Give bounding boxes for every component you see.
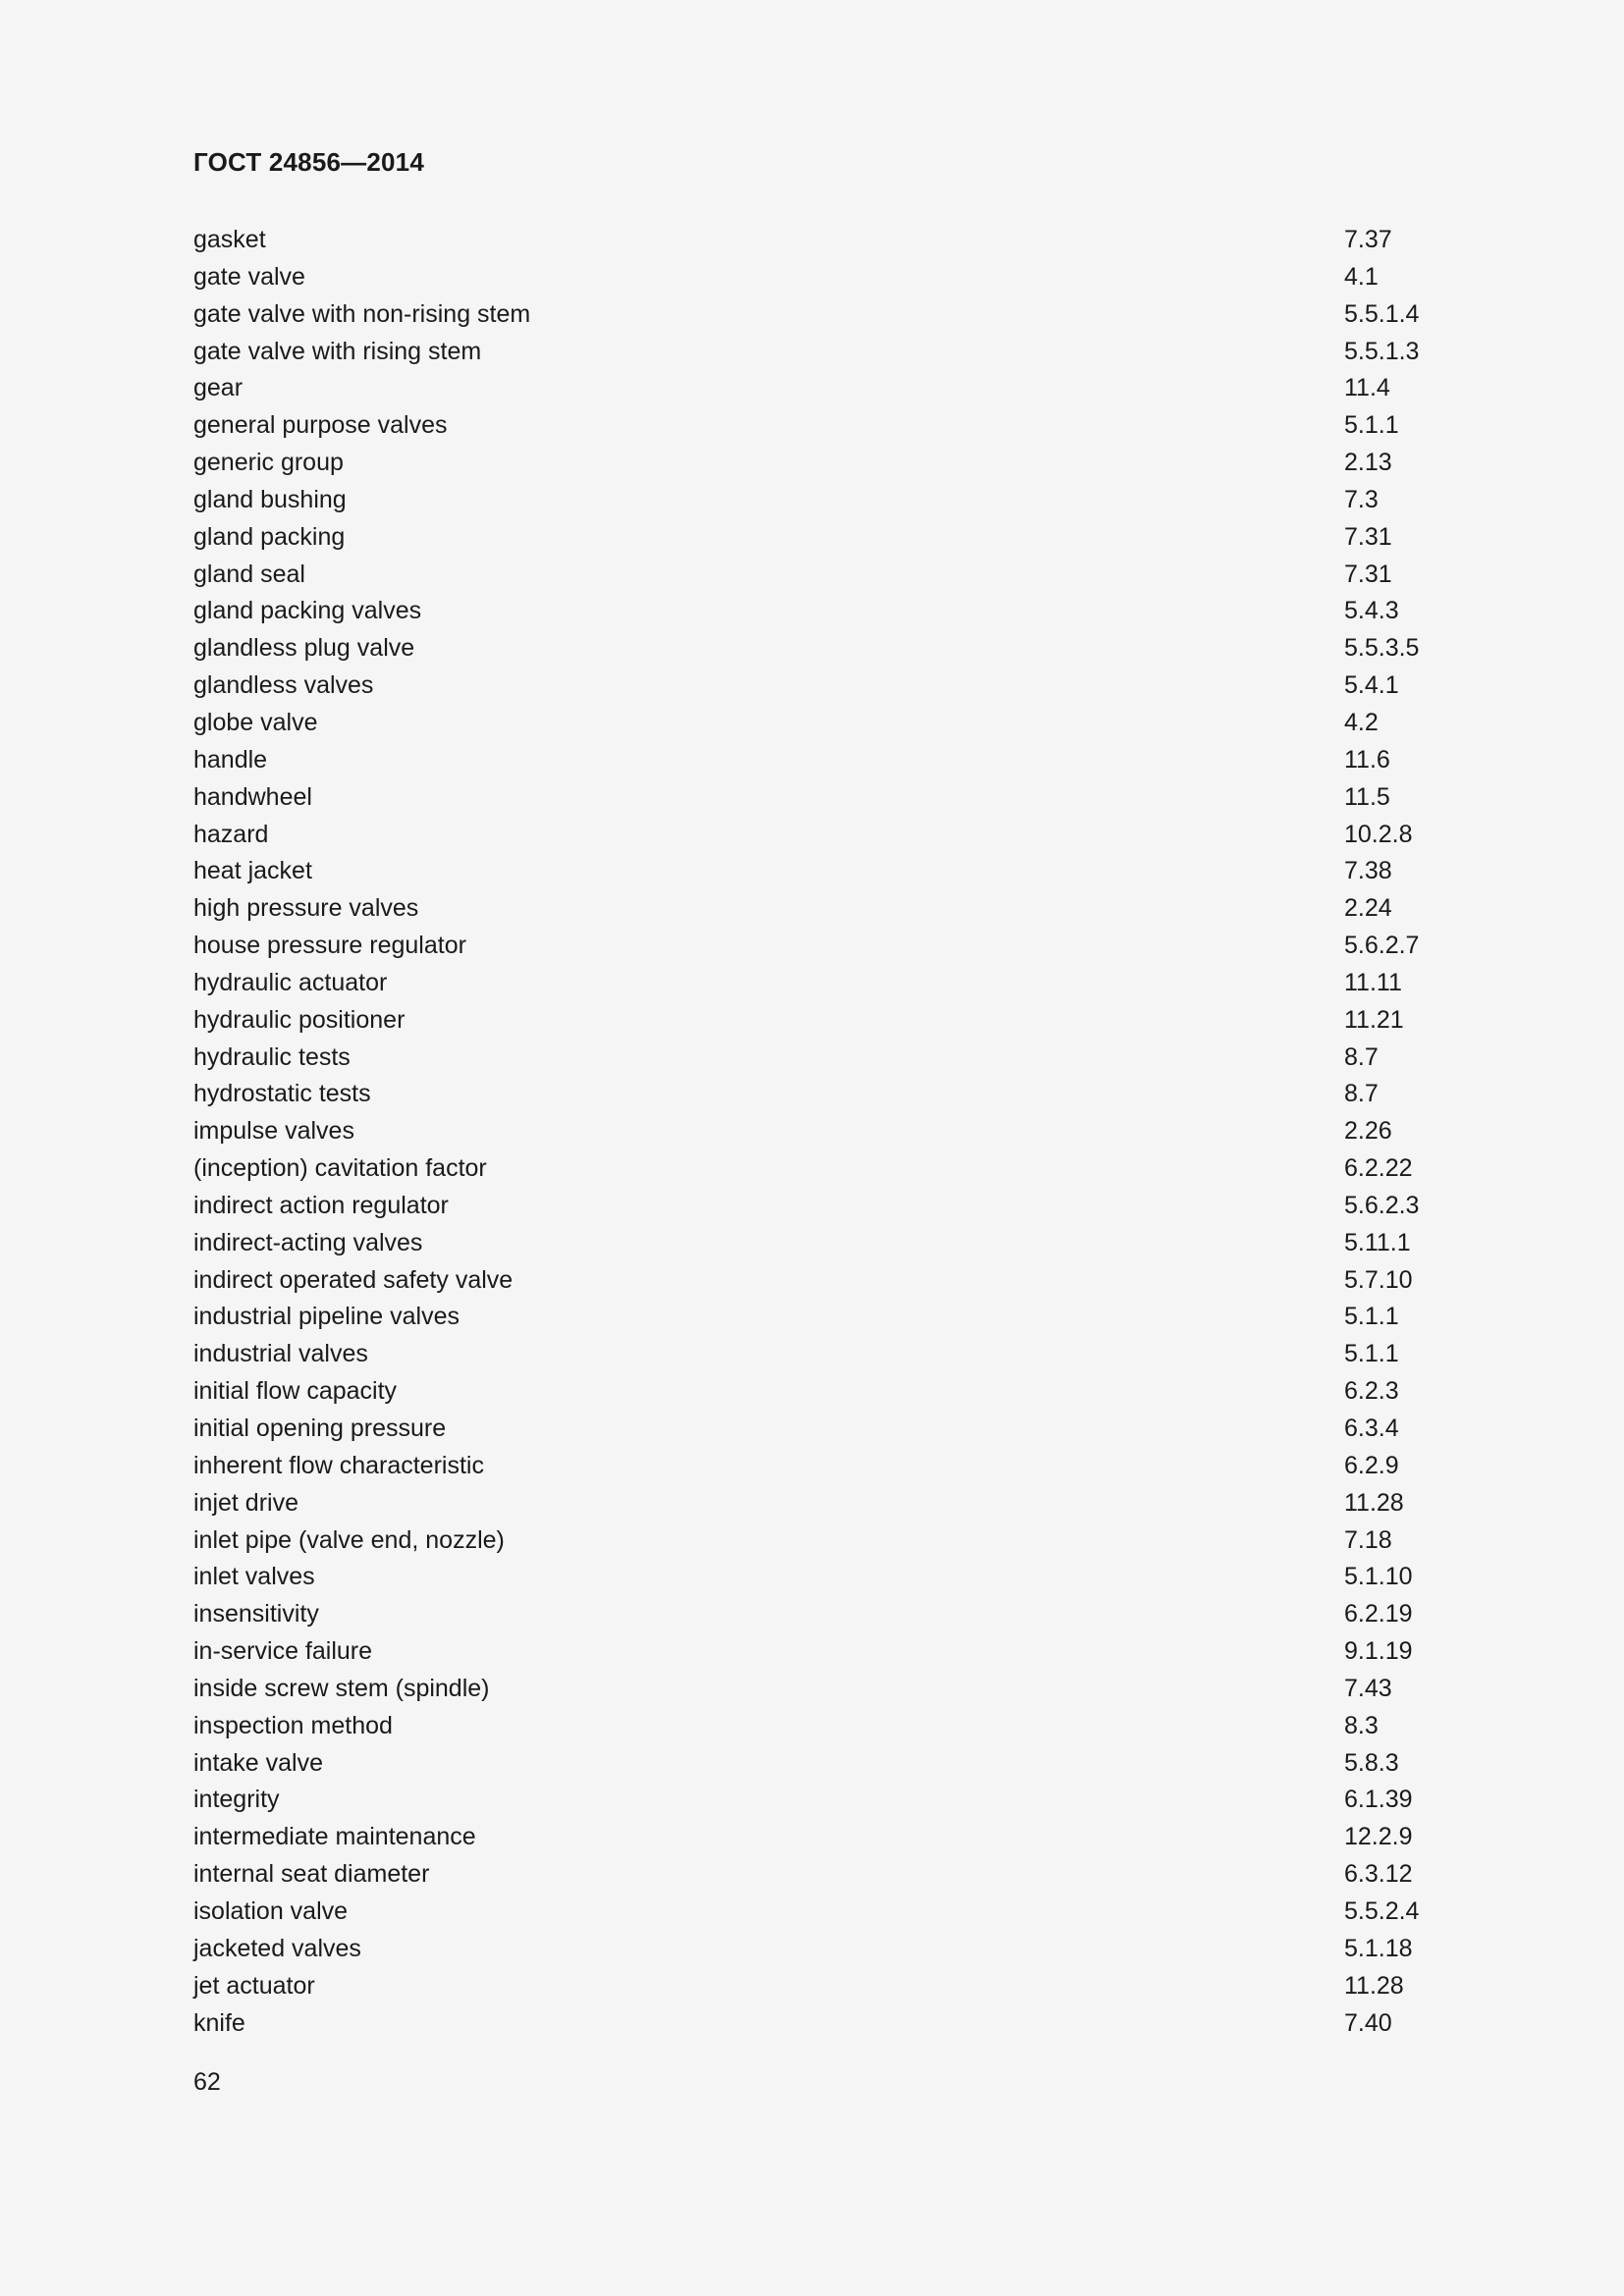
index-entry xyxy=(193,1113,1431,1150)
index-term: gate valve with non-rising stem xyxy=(193,299,531,328)
index-reference: 8.7 xyxy=(1344,1042,1379,1071)
index-reference: 7.31 xyxy=(1344,560,1392,588)
index-reference: 5.4.1 xyxy=(1344,671,1399,700)
index-reference: 5.1.10 xyxy=(1344,1563,1413,1591)
index-reference: 6.3.4 xyxy=(1344,1415,1399,1442)
index-entry xyxy=(193,1522,1431,1560)
index-entry xyxy=(193,222,1431,259)
index-entry xyxy=(193,1336,1431,1373)
index-term: inlet valves xyxy=(193,1563,315,1591)
index-term: industrial valves xyxy=(193,1340,368,1368)
index-term: house pressure regulator xyxy=(193,932,466,960)
index-term: isolation valve xyxy=(193,1896,349,1925)
index-term: gland seal xyxy=(193,560,305,588)
index-reference: 5.6.2.3 xyxy=(1344,1191,1420,1219)
index-term: jet actuator xyxy=(193,1971,315,2000)
index-entry xyxy=(193,1745,1431,1783)
index-reference: 5.1.1 xyxy=(1344,1340,1399,1368)
index-entry xyxy=(193,1819,1431,1856)
index-entry xyxy=(193,482,1431,519)
index-reference: 7.31 xyxy=(1344,522,1392,551)
index-reference: 6.2.9 xyxy=(1344,1451,1399,1479)
index-term: generic group xyxy=(193,449,344,477)
index-reference: 7.37 xyxy=(1344,226,1392,253)
index-term: gland bushing xyxy=(193,485,347,513)
index-term: indirect operated safety valve xyxy=(193,1265,514,1294)
index-reference: 6.2.22 xyxy=(1344,1154,1413,1183)
index-entry xyxy=(193,1596,1431,1633)
index-term: globe valve xyxy=(193,708,318,736)
index-reference: 6.3.12 xyxy=(1344,1860,1413,1889)
index-entry xyxy=(193,853,1431,890)
index-entry xyxy=(193,1225,1431,1262)
index-entry xyxy=(193,1076,1431,1113)
index-entry xyxy=(193,1708,1431,1745)
index-term: hazard xyxy=(193,820,269,848)
index-reference: 7.40 xyxy=(1344,2008,1392,2037)
index-term: inherent flow characteristic xyxy=(193,1451,484,1479)
index-term: initial flow capacity xyxy=(193,1377,398,1406)
index-entry xyxy=(193,1968,1431,2005)
index-reference: 5.1.1 xyxy=(1344,1303,1399,1331)
index-entry xyxy=(193,259,1431,296)
index-term: (inception) cavitation factor xyxy=(193,1154,487,1183)
index-term: indirect action regulator xyxy=(193,1191,449,1219)
index-entry xyxy=(193,1299,1431,1336)
index-reference: 2.24 xyxy=(1344,894,1392,923)
index-entry xyxy=(193,445,1431,482)
index-entry xyxy=(193,1002,1431,1040)
index-term: gate valve with rising stem xyxy=(193,337,482,365)
index-reference: 7.38 xyxy=(1344,857,1392,885)
index-reference: 5.11.1 xyxy=(1344,1228,1411,1256)
index-term: jacketed valves xyxy=(193,1934,361,1962)
index-term: handle xyxy=(193,745,268,774)
index-term: indirect-acting valves xyxy=(193,1228,423,1256)
index-term: general purpose valves xyxy=(193,411,448,440)
index-term: knife xyxy=(193,2008,245,2037)
index-entry xyxy=(193,1150,1431,1188)
index-entry xyxy=(193,705,1431,742)
index-term: insensitivity xyxy=(193,1600,319,1629)
index-reference: 5.5.3.5 xyxy=(1344,634,1420,663)
index-term: gland packing xyxy=(193,522,346,551)
index-reference: 5.1.1 xyxy=(1344,411,1399,440)
index-entry xyxy=(193,593,1431,630)
index-reference: 10.2.8 xyxy=(1344,820,1413,848)
index-reference: 11.11 xyxy=(1344,968,1402,996)
index-term: internal seat diameter xyxy=(193,1860,430,1889)
index-term: gasket xyxy=(193,226,266,253)
index-reference: 8.7 xyxy=(1344,1080,1379,1108)
index-entry xyxy=(193,928,1431,965)
index-term: hydraulic tests xyxy=(193,1042,351,1071)
index-reference: 7.3 xyxy=(1344,485,1379,513)
index-entry xyxy=(193,1856,1431,1894)
index-reference: 4.1 xyxy=(1344,262,1379,291)
index-entry xyxy=(193,1671,1431,1708)
index-entry xyxy=(193,1931,1431,1968)
index-entry xyxy=(193,1633,1431,1671)
index-reference: 7.18 xyxy=(1344,1525,1392,1554)
index-entry xyxy=(193,890,1431,928)
index-term: high pressure valves xyxy=(193,894,419,923)
index-entry xyxy=(193,519,1431,557)
index-reference: 2.13 xyxy=(1344,449,1392,477)
index-entry xyxy=(193,1188,1431,1225)
index-reference: 11.6 xyxy=(1344,745,1390,774)
index-term: impulse valves xyxy=(193,1117,354,1146)
index-reference: 5.8.3 xyxy=(1344,1748,1399,1777)
index-term: hydraulic actuator xyxy=(193,968,388,996)
index-term: hydraulic positioner xyxy=(193,1005,406,1034)
index-reference: 5.7.10 xyxy=(1344,1265,1413,1294)
index-entry xyxy=(193,2005,1431,2043)
index-entry xyxy=(193,742,1431,779)
index-entry xyxy=(193,779,1431,817)
index-reference: 5.4.3 xyxy=(1344,597,1399,625)
index-entry xyxy=(193,1262,1431,1300)
index-term: in-service failure xyxy=(193,1637,373,1666)
page-number: 62 xyxy=(193,2068,221,2096)
index-term: initial opening pressure xyxy=(193,1415,447,1442)
index-reference: 4.2 xyxy=(1344,708,1379,736)
index-reference: 8.3 xyxy=(1344,1711,1379,1739)
index-term: integrity xyxy=(193,1786,280,1814)
index-reference: 9.1.19 xyxy=(1344,1637,1413,1666)
index-reference: 11.28 xyxy=(1344,1488,1404,1517)
index-term: inside screw stem (spindle) xyxy=(193,1674,490,1702)
index-reference: 6.1.39 xyxy=(1344,1786,1413,1814)
index-term: glandless valves xyxy=(193,671,374,700)
index-term: gate valve xyxy=(193,262,305,291)
index-reference: 5.1.18 xyxy=(1344,1934,1413,1962)
index-entry xyxy=(193,1782,1431,1819)
index-reference: 5.5.1.3 xyxy=(1344,337,1420,365)
index-term: heat jacket xyxy=(193,857,312,885)
index-term: industrial pipeline valves xyxy=(193,1303,460,1331)
index-entry xyxy=(193,557,1431,594)
index-reference: 7.43 xyxy=(1344,1674,1392,1702)
index-term: intermediate maintenance xyxy=(193,1823,476,1851)
index-term: inlet pipe (valve end, nozzle) xyxy=(193,1525,505,1554)
index-term: gland packing valves xyxy=(193,597,422,625)
document-header: ГОСТ 24856—2014 xyxy=(193,147,424,177)
index-term: inspection method xyxy=(193,1711,393,1739)
index-entry xyxy=(193,1894,1431,1931)
index-reference: 11.21 xyxy=(1344,1005,1404,1034)
index-entry xyxy=(193,1448,1431,1485)
index-term: gear xyxy=(193,374,244,402)
index-reference: 12.2.9 xyxy=(1344,1823,1413,1851)
index-entry xyxy=(193,667,1431,705)
index-term: handwheel xyxy=(193,782,312,811)
index-reference: 6.2.19 xyxy=(1344,1600,1413,1629)
index-reference: 5.6.2.7 xyxy=(1344,932,1420,960)
index-term: hydrostatic tests xyxy=(193,1080,371,1108)
index-reference: 11.5 xyxy=(1344,782,1390,811)
index-reference: 6.2.3 xyxy=(1344,1377,1399,1406)
index-entry xyxy=(193,1040,1431,1077)
index-entry xyxy=(193,1485,1431,1522)
index-term: glandless plug valve xyxy=(193,634,415,663)
index-entry xyxy=(193,334,1431,371)
index-entry xyxy=(193,407,1431,445)
index-entry xyxy=(193,817,1431,854)
index-reference: 5.5.2.4 xyxy=(1344,1896,1420,1925)
index-reference: 11.4 xyxy=(1344,374,1390,402)
index-term: intake valve xyxy=(193,1748,324,1777)
index-entry xyxy=(193,630,1431,667)
index-entry xyxy=(193,1411,1431,1448)
index-reference: 11.28 xyxy=(1344,1971,1404,2000)
index-entry xyxy=(193,370,1431,407)
index-list xyxy=(193,222,1431,2042)
index-reference: 5.5.1.4 xyxy=(1344,299,1420,328)
index-entry xyxy=(193,1373,1431,1411)
index-entry xyxy=(193,1559,1431,1596)
index-entry xyxy=(193,296,1431,334)
index-reference: 2.26 xyxy=(1344,1117,1392,1146)
index-term: injet drive xyxy=(193,1488,298,1517)
index-entry xyxy=(193,965,1431,1002)
